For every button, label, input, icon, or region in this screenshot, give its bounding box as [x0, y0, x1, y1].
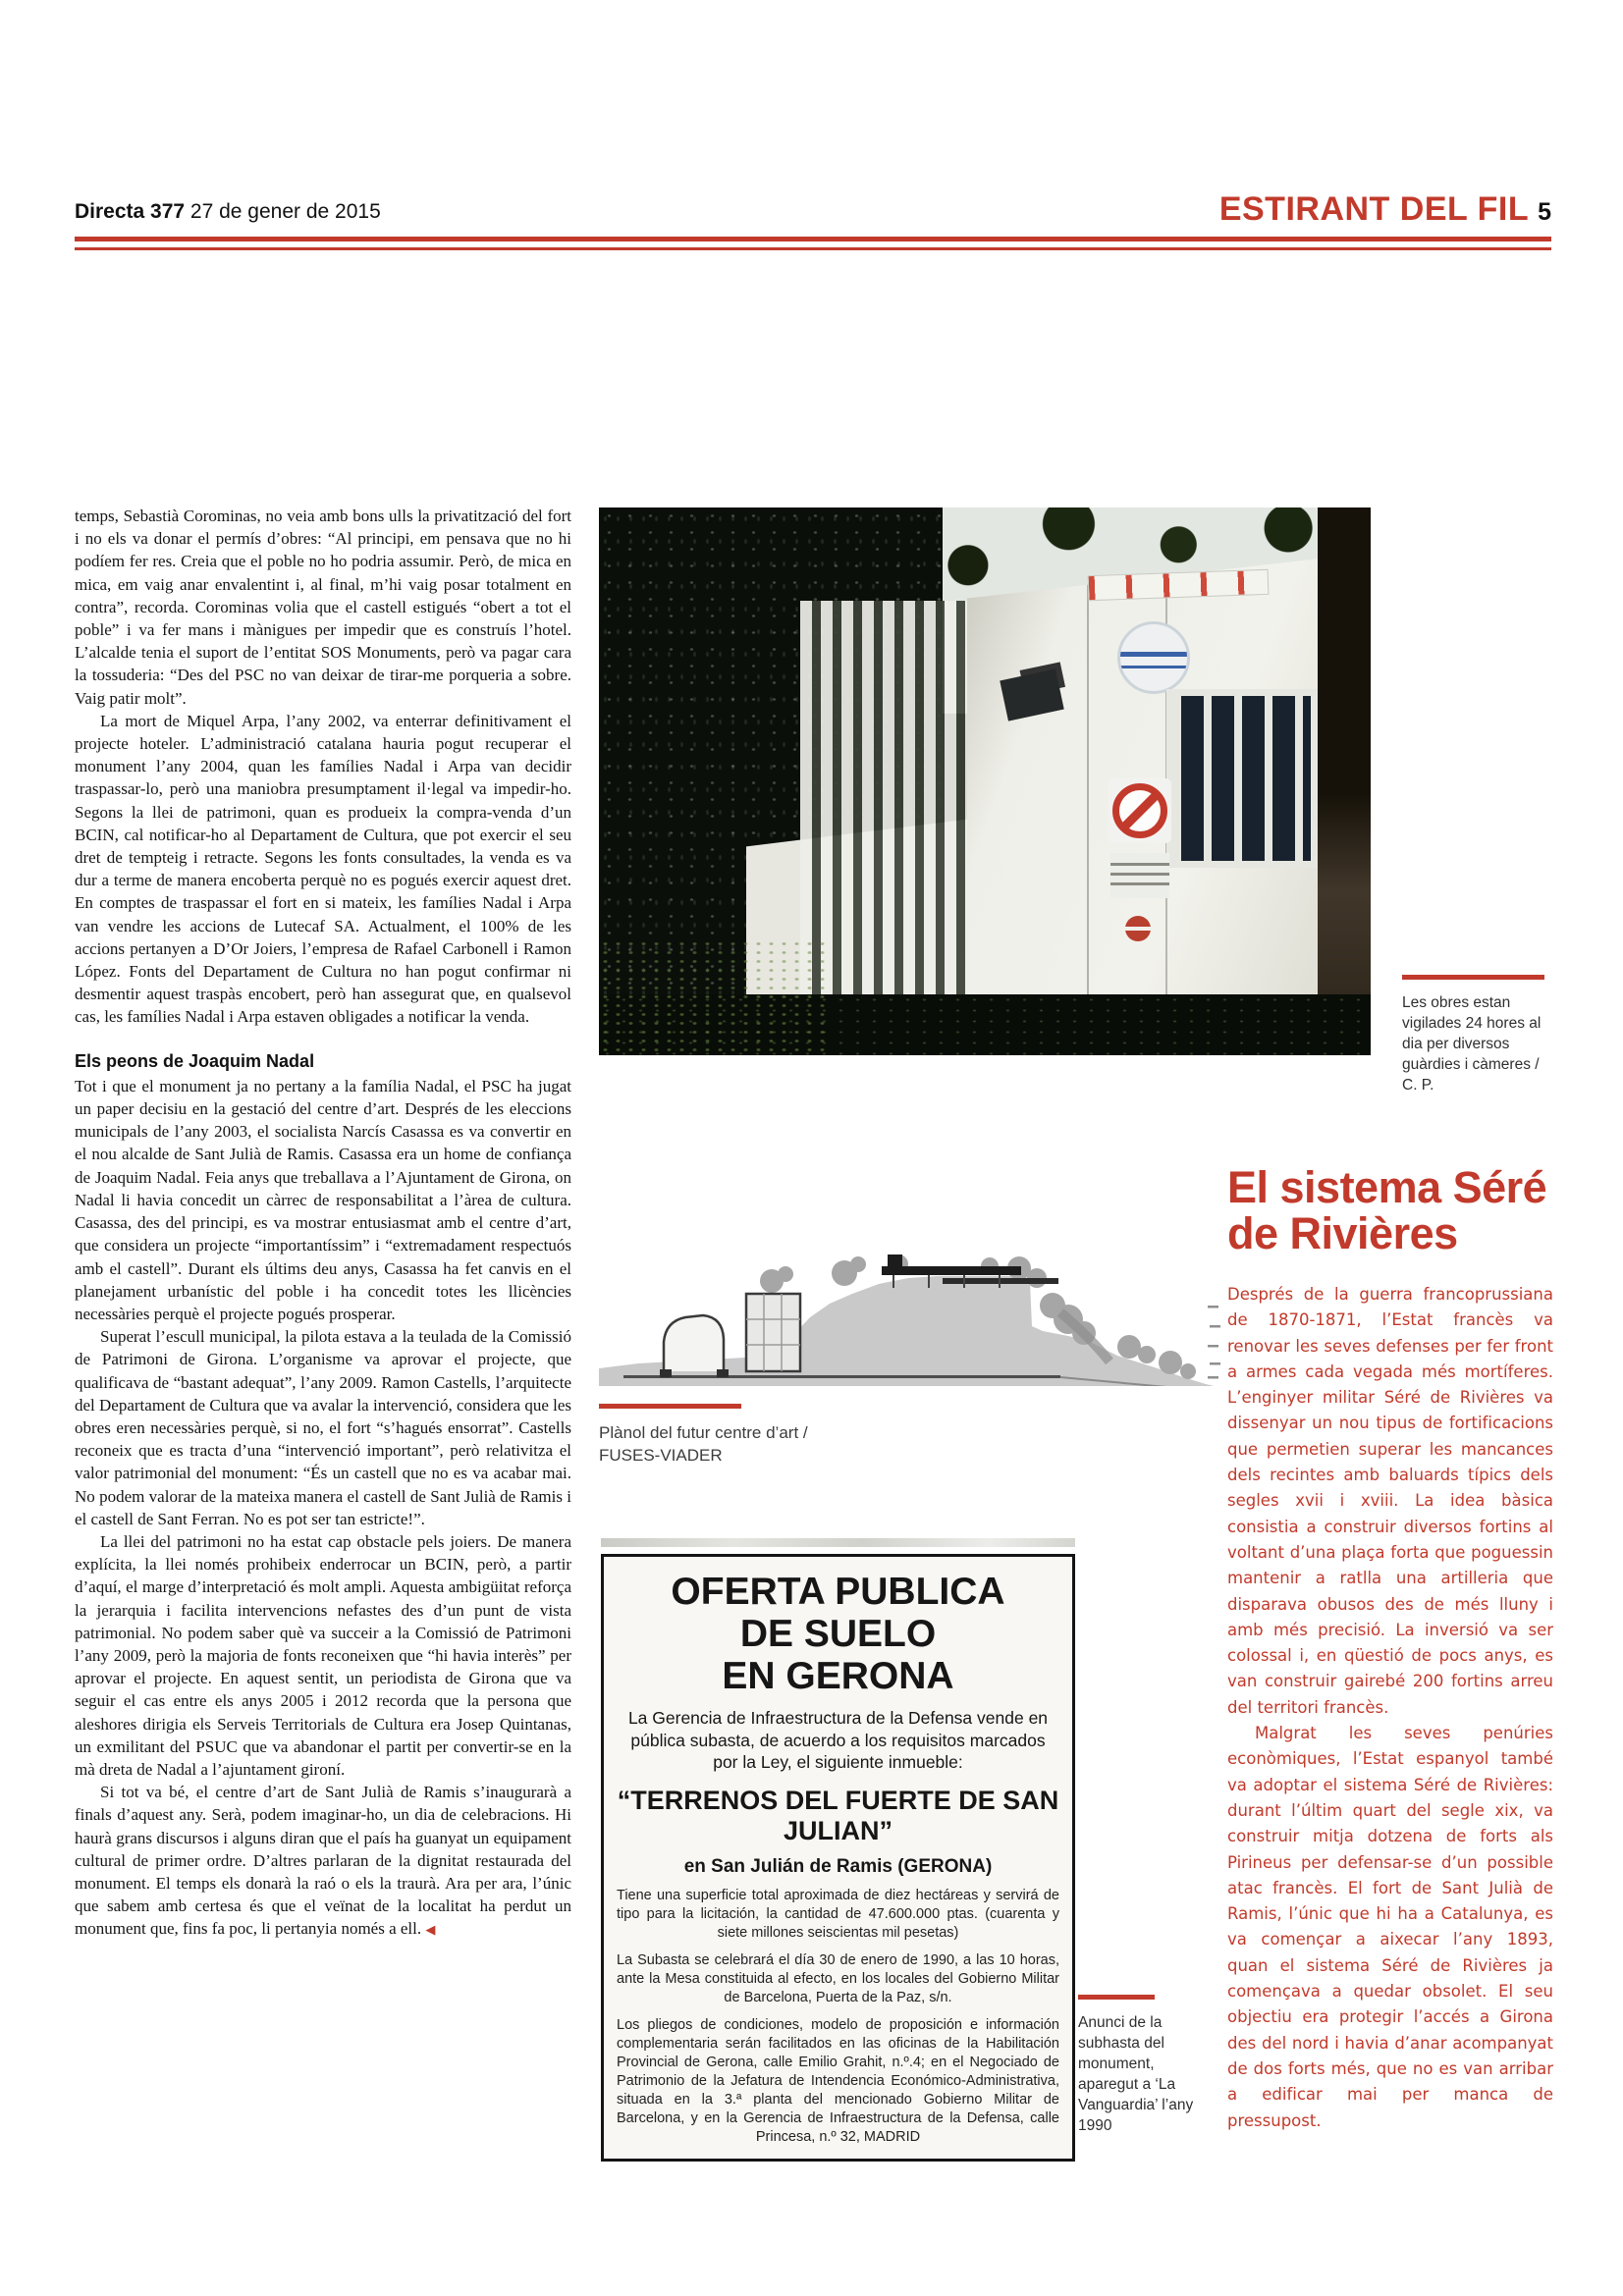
section-head — [1219, 190, 1551, 229]
photo-barred-window — [1166, 689, 1318, 868]
plan-drawing-container — [599, 1131, 1222, 1386]
ad-caption-rule — [1078, 1995, 1155, 2000]
ad-scan-smudge — [601, 1538, 1075, 1547]
photo-small-round-sign — [1125, 916, 1151, 941]
article-paragraph: temps, Sebastià Corominas, no veia amb bons ulls la privatització del fort i no els va donar el permís d’obres: “Al principi, em pensava que no hi podíem fer res. Creia que el poble no ho podria assumir. Però, de mica en mica, em vaig anar envalentint i, al final, m’hi vaig posar totalment en contra”, recorda. Corominas volia que el castell estigués “obert a tot el poble” i va fer mans i mànigues per impedir que es construís l’hotel. L’alcalde tenia el suport de l’entitat SOS Monuments, però va pagar cara la tossuderia: “Des del PSC no van deixar de tirar-me porqueria a sobre. Vaig patir molt”. — [75, 507, 571, 708]
article-paragraph: La mort de Miquel Arpa, l’any 2002, va enterrar definitivament el projecte hoteler. L’administració catalana hauria pogut recuperar el monument l’any 2004, quan les famílies Nadal i Arpa van decidir traspassar-lo, però una maniobra presumptament il·legal va impedir-ho. Segons la llei de patrimoni, quan es produeix la compra-venda d’un BCIN, cal notificar-ho al Departament de Cultura, que pot exercir el seu dret de tempteig i retracte. Segons les fonts consultades, la venda es va dur a terme de manera encoberta perquè no es pogués exercir aquest dret. En comptes de traspassar el fort en si mateix, les famílies Nadal i Arpa van vendre les accions de Lutecaf SA. Actualment, el 100% de les accions pertanyen a D’Or Joiers, l’empresa de Rafael Carbonell i Ramon López. Fonts del Departament de Cultura no han pogut confirmar ni desmentir aquest traspàs encobert, però han assegurat que, en qualsevol cas, les famílies Nadal i Arpa estaven obligades a notificar la venda. — [75, 711, 571, 1027]
photo-grass-highlight — [599, 939, 830, 1055]
section-title: ESTIRANT DEL FIL — [1218, 190, 1530, 228]
masthead-issue: Directa 377 — [75, 200, 186, 223]
masthead — [75, 200, 381, 224]
sidebar-paragraph: Després de la guerra francoprussiana de 1870-1871, l’Estat francès va renovar les seves defenses per fer front a armes cada vegada més mortíferes. L’enginyer militar Séré de Rivières va dissenyar un nou tipus de fortificacions que permetien superar les mancances dels recintes amb baluards típics dels segles xvii i xviii. La idea bàsica consistia a construir diversos fortins al voltant d’una plaça forta que poguessin mantenir a ratlla una artilleria que disparava obusos des de més lluny i amb més precisió. La inversió va ser colossal i, en qüestió de pocs anys, es van construir gairebé 200 fortins arreu del territori francès. — [1227, 1285, 1553, 1717]
page-number: 5 — [1538, 198, 1551, 226]
photo-warning-plaque — [1110, 853, 1169, 898]
plan-caption-rule — [599, 1404, 741, 1409]
ad-body-paragraph: Tiene una superficie total aproximada de diez hectáreas y servirá de tipo para la licitación, la cantidad de 47.600.000 ptas. (cuarenta y siete millones seiscientas mil pesetas) — [617, 1887, 1059, 1941]
ad-location: en San Julián de Ramis (GERONA) — [683, 1855, 993, 1877]
photo-round-sign — [1117, 621, 1190, 694]
article-paragraph-text: Si tot va bé, el centre d’art de Sant Julià de Ramis s’inaugurarà a finals d’aquest any. Serà, podem imaginar-ho, un dia de celebracions. Hi haurà grans discursos i alguns diran que el país ha guanyat un equipament cultural de primer ordre. D’altres parlaran de la dignitat restaurada del monument. El temps els donarà la raó o els la traurà. Ara per ara, l’únic que sabem amb certesa és que el veïnat de la localitat ha perdut un monument que, fins fa poc, li pertanyia només a ell. — [75, 1783, 571, 1939]
masthead-date: 27 de gener de 2015 — [189, 200, 381, 223]
ad-title-line: OFERTA PUBLICA — [671, 1571, 1005, 1613]
construction-site-photo — [599, 507, 1371, 1055]
ad-body-paragraph: Los pliegos de condiciones, modelo de proposición e información complementaria serán facilitados en las oficinas de la Habilitación Provincial de Gerona, calle Emilio Grahit, n.º.4; en el Negociado de Patrimonio de la Jefatura de Intendencia Económico-Administrativa, situada en la 3.ª planta del mencionado Gobierno Militar de Barcelona, y en la Gerencia de Infraestructura de la Defensa, calle Princesa, n.º 32, MADRID — [617, 2016, 1059, 2145]
article-paragraph — [75, 1781, 571, 1942]
sidebar-article — [1227, 1164, 1553, 2134]
sidebar-headline: El sistema Séré de Rivières — [1227, 1162, 1547, 1258]
article-end-icon: ◀ — [425, 1923, 436, 1939]
plan-caption: Plànol del futur centre d’art / FUSES-VIADER — [599, 1423, 808, 1465]
header-rule-thin — [75, 247, 1551, 250]
ad-title-line: EN GERONA — [722, 1655, 954, 1697]
ad-body-paragraph: La Subasta se celebrará el día 30 de enero de 1990, a las 10 horas, ante la Mesa constituida al efecto, en los locales del Gobierno Militar de Barcelona, Puerta de la Paz, s/n. — [617, 1951, 1059, 2005]
article-paragraph: Tot i que el monument ja no pertany a la família Nadal, el PSC ha jugat un paper decisiu en la gestació del centre d’art. Després de les eleccions municipals de l’any 2003, el socialista Narcís Casassa es va convertir en el nou alcalde de Sant Julià de Ramis. Casassa era un home de confiança de Joaquim Nadal. Feia anys que treballava a l’Ajuntament de Girona, on Nadal li havia concedit un càrrec de responsabilitat a l’àrea de cultura. Casassa, des del principi, es va mostrar entusiasmat amb el centre d’art, que considera un projecte “importantíssim” i “extremadament respectuós amb el castell”. Durant els últims deu anys, Casassa ha fet canvis en el planejament urbanístic del poble i ha concedit totes les llicències necessàries perquè el projecte pogués prosperar. — [75, 1076, 571, 1323]
header-rule-thick — [75, 237, 1551, 241]
article-paragraph: Superat l’escull municipal, la pilota estava a la teulada de la Comissió de Patrimoni de Girona. L’organisme va aprovar el projecte, que qualificava de “bastant adequat”, l’any 2009. Ramon Castells, l’arquitecte del Departament de Cultura que va avalar la intervenció, considera que les obres eren necessàries perquè, si no, el fort “s’hagués ensorrat”. Castells reconeix que es tracta d’una “intervenció important”, però relativitza el valor patrimonial del monument: “És un castell que no es va acabar mai. No podem valorar de la mateixa manera el castell de Sant Julià de Ramis i el castell de Sant Ferran. No es pot ser tan estricte!”. — [75, 1327, 572, 1528]
sidebar-paragraph: Malgrat les seves penúries econòmiques, l’Estat espanyol també va adoptar el sistema Séré de Rivières: durant l’últim quart del segle xix, va construir mitja dotzena de forts als Pirineus per defensar-se d’un possible atac francès. El fort de Sant Julià de Ramis, l’únic que hi ha a Catalunya, es va començar a aixecar l’any 1893, quan el sistema Séré de Rivières ja començava a quedar obsolet. El seu objectiu era protegir l’accés a Girona des del nord i havia d’anar acompanyat de dos forts més, que no es van arribar a edificar mai per manca de pressupost. — [1227, 1724, 1553, 2130]
no-entry-sign — [1109, 778, 1171, 843]
article-paragraph: La llei del patrimoni no ha estat cap obstacle pels joiers. De manera explícita, la llei només prohibeix enderrocar un BCIN, però, a partir d’aquí, el marge d’interpretació és molt ampli. Aquesta ambigüitat reforça la jerarquia i facilita intervencions nefastes des d’un punt de vista patrimonial. No podem saber què va succeir a la Comissió de Patrimoni l’any 2009, però la majoria de fonts reconeixen que “hi havia interès” per aprovar el projecte. En aquest sentit, un periodista de Girona que va seguir el cas entre els anys 2005 i 2012 recorda que la persona que aleshores dirigia els Serveis Territorials de Cultura era Josep Quintanas, un exmilitant del PSUC que va abandonar el partit per convertir-se en la mà dreta de Nadal a l’ajuntament gironí. — [75, 1531, 571, 1779]
photo-caption-rule — [1402, 975, 1544, 980]
article-column — [75, 505, 571, 1943]
ad-clipping — [601, 1554, 1075, 2162]
article-subhead: Els peons de Joaquim Nadal — [75, 1050, 315, 1071]
ad-caption: Anunci de la subhasta del monument, aparegut a ‘La Vanguardia’ l’any 1990 — [1078, 2014, 1194, 2134]
ad-intro: La Gerencia de Infraestructura de la Defensa vende en pública subasta, de acuerdo a los requisitos marcados por la Ley, el siguiente inmueble: — [627, 1708, 1049, 1772]
ad-title-line: DE SUELO — [739, 1613, 937, 1655]
photo-caption: Les obres estan vigilades 24 hores al dia per diversos guàrdies i càmeres / C. P. — [1402, 994, 1542, 1094]
ad-property-title: “TERRENOS DEL FUERTE DE SAN JULIAN” — [617, 1785, 1059, 1845]
photo-pillar — [1318, 507, 1371, 1055]
plan-drawing — [599, 1131, 1222, 1386]
